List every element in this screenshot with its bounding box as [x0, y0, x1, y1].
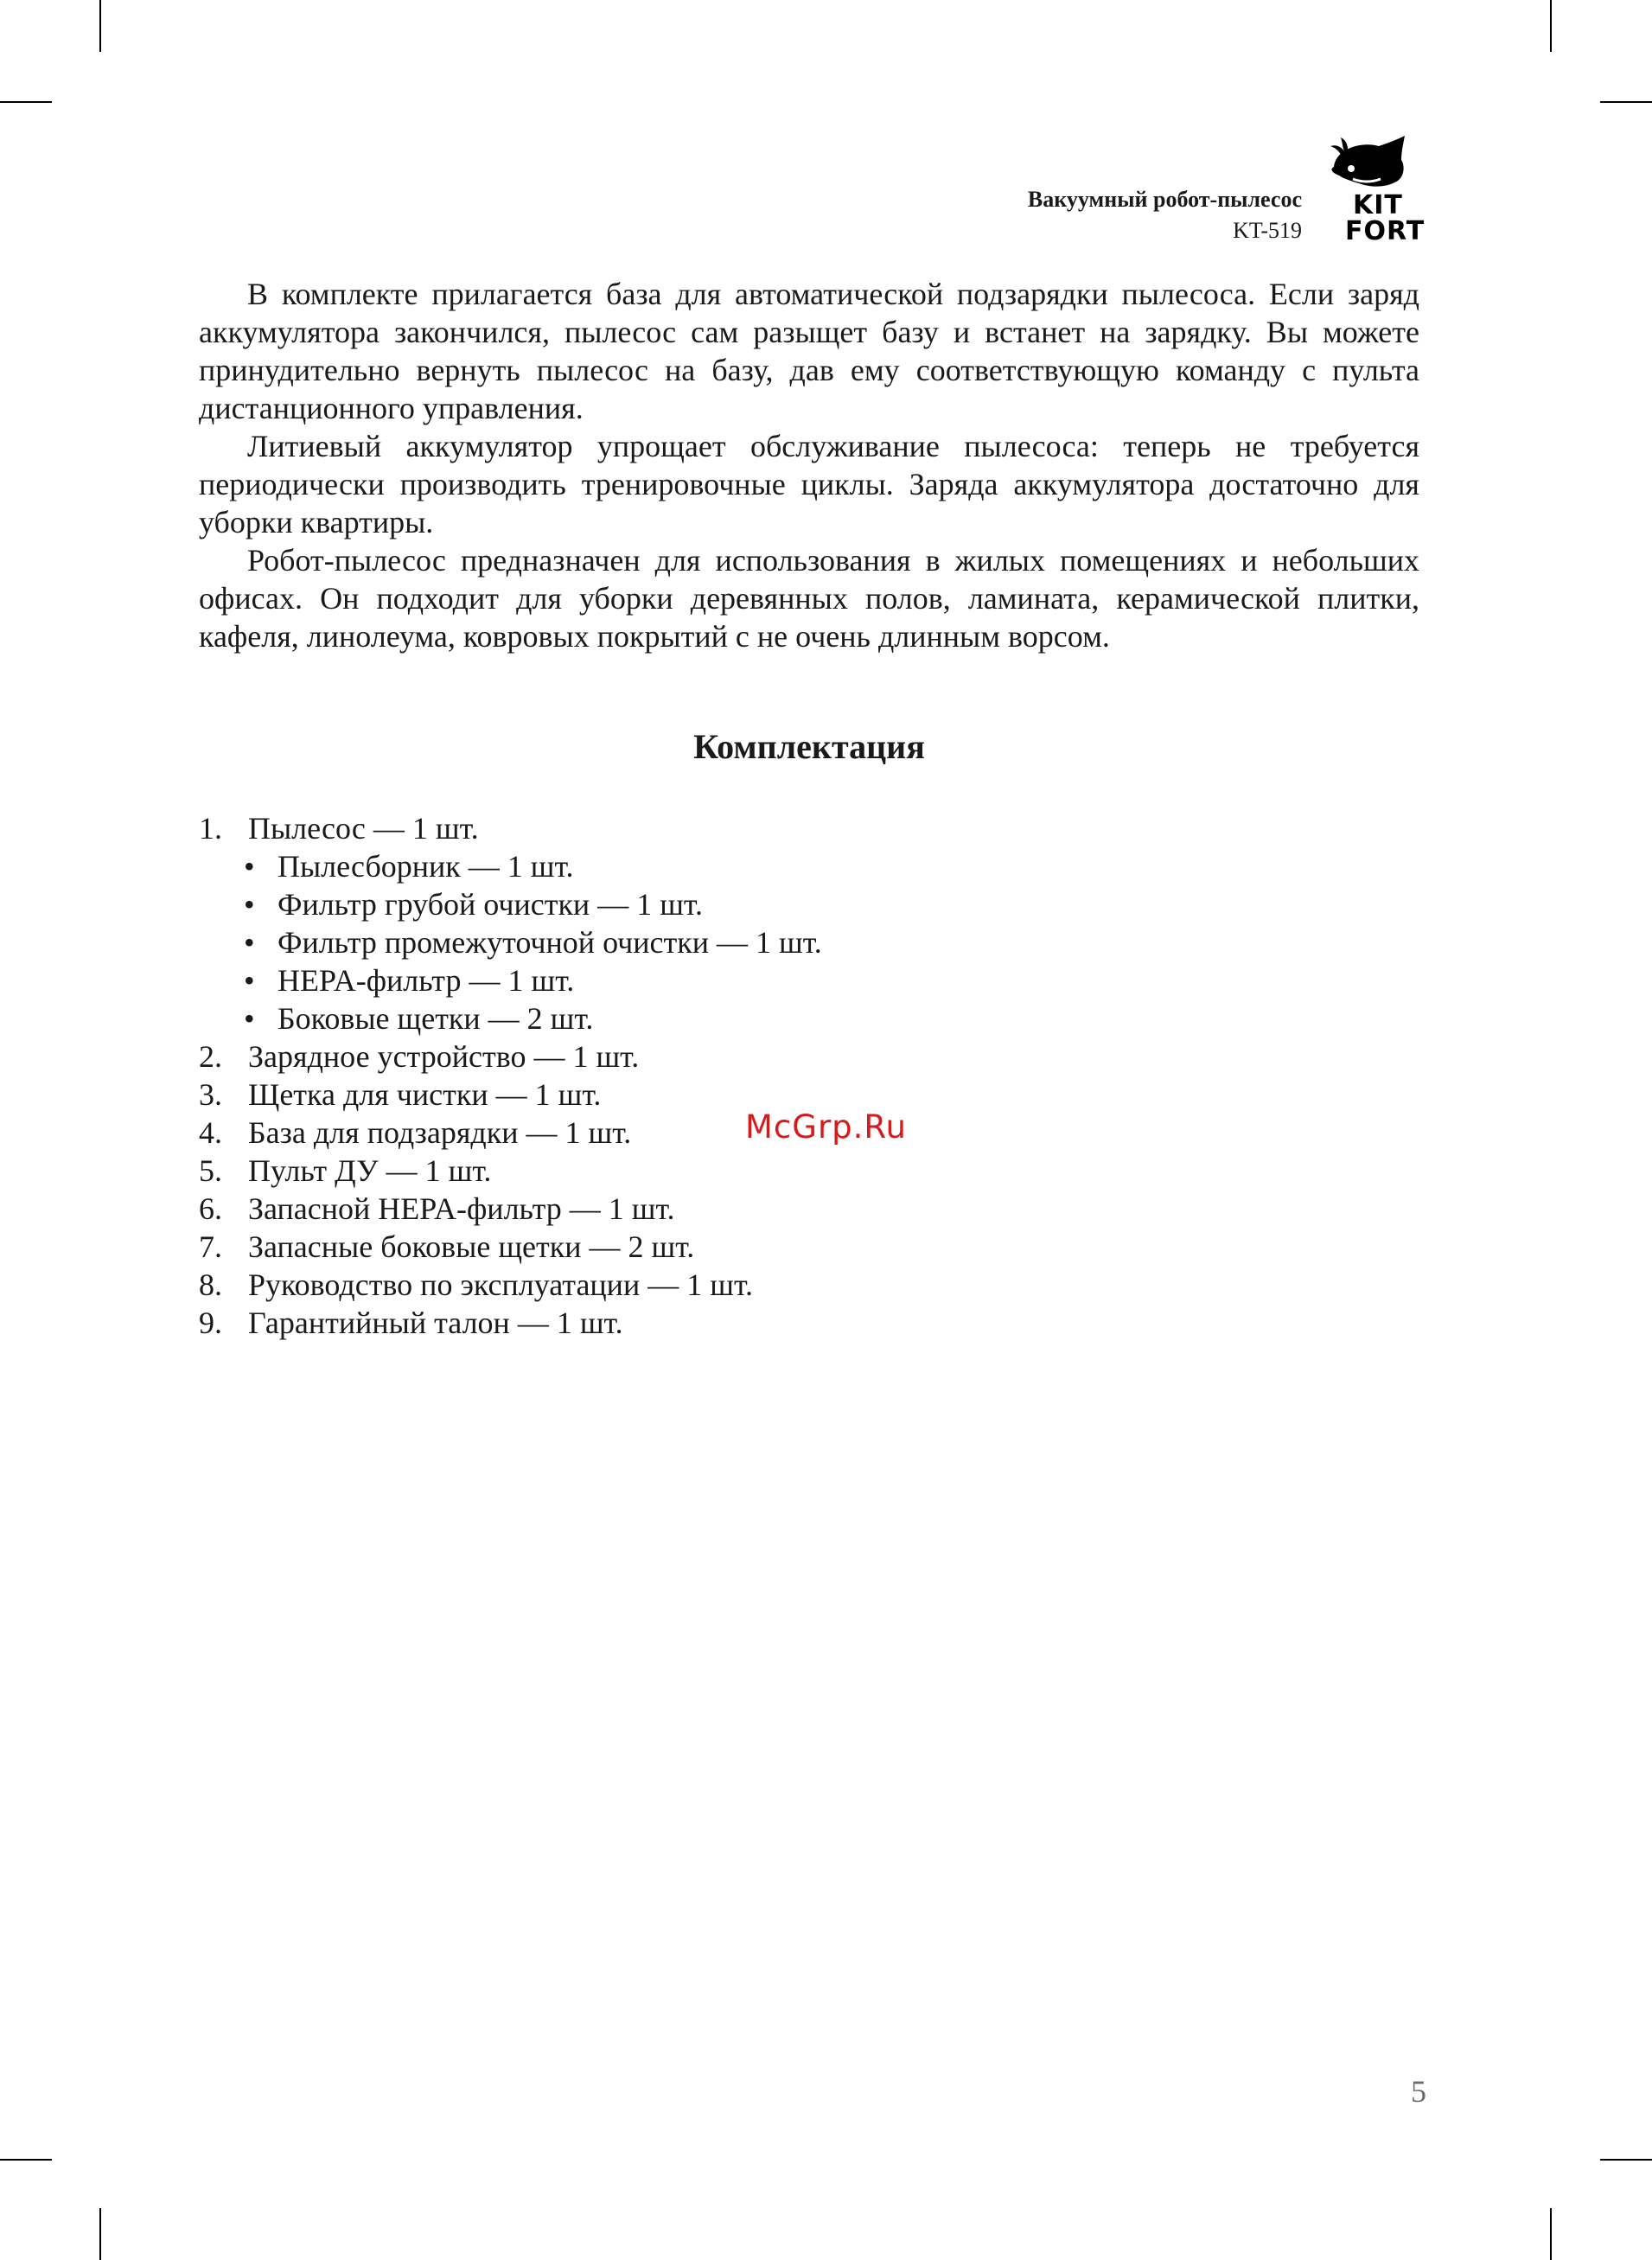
- logo-word: KIT: [1353, 190, 1403, 220]
- list-item-text: Запасной HEPA-фильтр — 1 шт.: [248, 1191, 675, 1226]
- list-subitem: [199, 847, 1236, 885]
- crop-mark: [1600, 101, 1652, 103]
- list-item-text: Пульт ДУ — 1 шт.: [248, 1153, 492, 1188]
- list-item-text: Пылесос — 1 шт.: [248, 811, 479, 846]
- list-item-text: Боковые щетки — 2 шт.: [277, 1001, 594, 1036]
- list-subitem: [199, 885, 1236, 923]
- logo-word: FORT: [1345, 216, 1426, 246]
- contents-list: [199, 809, 1236, 1342]
- list-item: [199, 1114, 1236, 1152]
- bullet-marker: •: [244, 1001, 255, 1036]
- model-number: KT-519: [1233, 218, 1302, 243]
- list-item-text: Щетка для чистки — 1 шт.: [248, 1077, 602, 1112]
- list-marker: 4.: [199, 1115, 222, 1150]
- whale-icon: [1318, 134, 1439, 195]
- list-item-text: Фильтр промежуточной очистки — 1 шт.: [277, 925, 822, 960]
- list-item: [199, 1152, 1236, 1190]
- list-item: [199, 1190, 1236, 1228]
- crop-mark: [0, 101, 52, 103]
- paragraph: Литиевый аккумулятор упрощает обслуживание пылесоса: теперь не требуется периодически производить тренировочные циклы. Заряда аккумулятора достаточно для уборки квартиры.: [199, 429, 1419, 539]
- list-marker: 7.: [199, 1229, 222, 1264]
- intro-text: [199, 275, 1419, 655]
- list-item-text: Зарядное устройство — 1 шт.: [248, 1039, 640, 1074]
- list-item-text: HEPA-фильтр — 1 шт.: [277, 963, 575, 998]
- list-item: [199, 1228, 1236, 1266]
- list-marker: 2.: [199, 1039, 222, 1074]
- crop-mark: [0, 2159, 52, 2161]
- list-item-text: Пылесборник — 1 шт.: [277, 849, 574, 884]
- crop-mark: [99, 2208, 101, 2260]
- bullet-marker: •: [244, 963, 255, 998]
- product-name: Вакуумный робот-пылесос: [1027, 187, 1302, 212]
- list-marker: 5.: [199, 1153, 222, 1188]
- list-subitem: [199, 961, 1236, 999]
- bullet-marker: •: [244, 849, 255, 884]
- list-item-text: Запасные боковые щетки — 2 шт.: [248, 1229, 695, 1264]
- logo-wordmark: [1345, 190, 1426, 246]
- watermark: McGrp.Ru: [745, 1108, 907, 1146]
- bullet-marker: •: [244, 887, 255, 922]
- crop-mark: [1550, 0, 1552, 52]
- list-marker: 6.: [199, 1191, 222, 1226]
- list-item: [199, 1037, 1236, 1076]
- list-item-text: База для подзарядки — 1 шт.: [248, 1115, 632, 1150]
- bullet-marker: •: [244, 925, 255, 960]
- list-item: [199, 1304, 1236, 1342]
- crop-mark: [1600, 2159, 1652, 2161]
- list-subitem: [199, 999, 1236, 1037]
- paragraph: В комплекте прилагается база для автоматической подзарядки пылесоса. Если заряд аккумулятора закончился, пылесос сам разыщет базу и встанет на зарядку. Вы можете принудительно вернуть пылесос на базу, дав ему соответствующую команду с пульта дистанционного управления.: [199, 277, 1419, 425]
- list-item: [199, 1076, 1236, 1114]
- list-marker: 3.: [199, 1077, 222, 1112]
- list-subitem: [199, 923, 1236, 961]
- list-item-text: Фильтр грубой очистки — 1 шт.: [277, 887, 703, 922]
- paragraph: Робот-пылесос предназначен для использования в жилых помещениях и небольших офисах. Он подходит для уборки деревянных полов, ламината, керамической плитки, кафеля, линолеума, ковровых покрытий с не очень длинным ворсом.: [199, 543, 1419, 654]
- list-item-text: Руководство по эксплуатации — 1 шт.: [248, 1267, 753, 1302]
- list-marker: 1.: [199, 811, 222, 846]
- crop-mark: [99, 0, 101, 52]
- list-marker: 9.: [199, 1306, 222, 1340]
- crop-mark: [1550, 2208, 1552, 2260]
- list-item: [199, 809, 1236, 847]
- page-number: 5: [1411, 2074, 1426, 2109]
- list-item: [199, 1266, 1236, 1304]
- list-marker: 8.: [199, 1267, 222, 1302]
- running-header: [1028, 184, 1302, 246]
- brand-logo: [1318, 134, 1439, 246]
- section-title: Комплектация: [693, 727, 925, 766]
- list-item-text: Гарантийный талон — 1 шт.: [248, 1306, 623, 1340]
